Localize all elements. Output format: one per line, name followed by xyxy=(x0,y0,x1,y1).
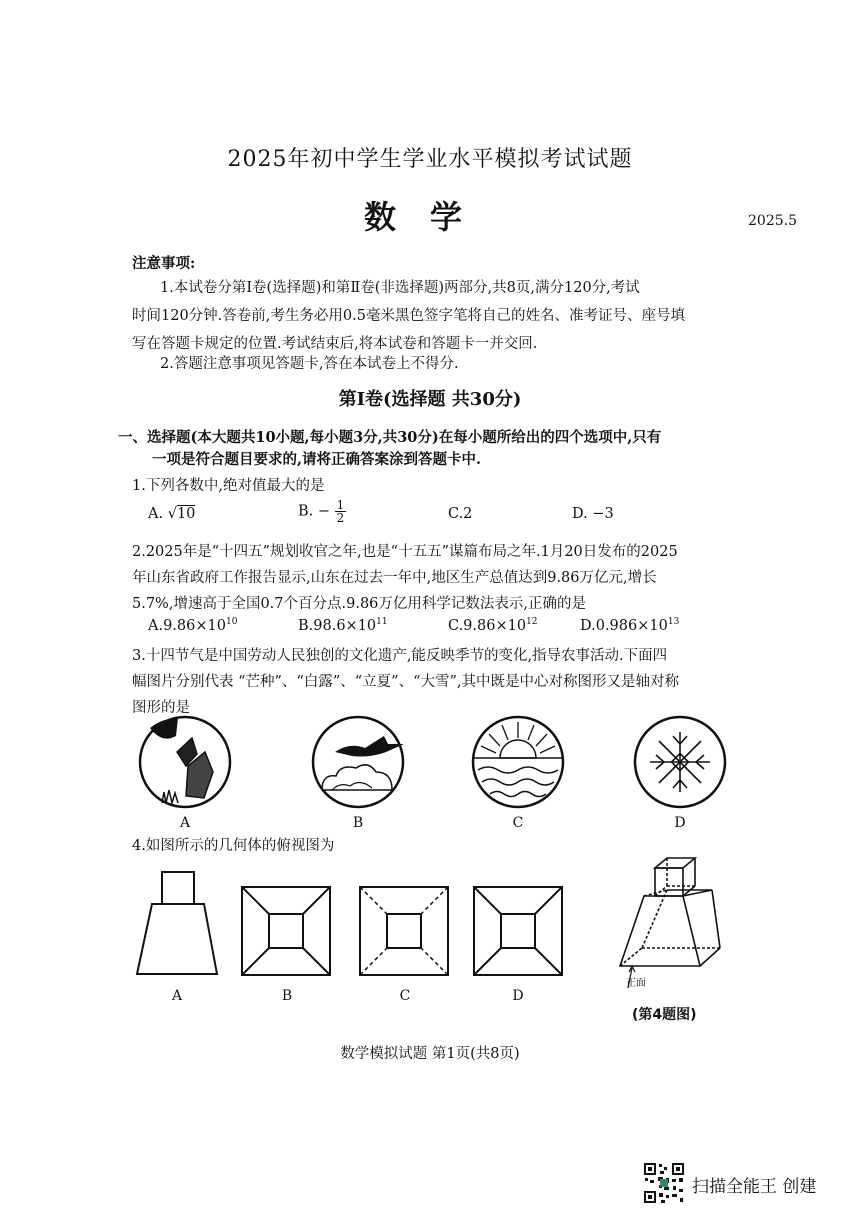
q4-option-d-view xyxy=(474,887,562,975)
q4-option-a-view xyxy=(137,872,217,974)
notice-line-3: 写在答题卡规定的位置.考试结束后,将本试卷和答题卡一并交回. xyxy=(132,336,538,352)
q1-option-a-radicand: 10 xyxy=(176,506,196,522)
q2-option-d-base: D.0.986×10 xyxy=(580,617,668,634)
notice-line-2: 时间120分钟.答卷前,考生务必用0.5毫米黑色签字笔将自己的姓名、准考证号、座号填 xyxy=(132,308,685,324)
q3-line-3: 图形的是 xyxy=(132,700,190,716)
q2-option-d-exponent: 13 xyxy=(667,617,680,627)
q2-option-b-base: B.98.6×10 xyxy=(298,617,377,634)
page-footer: 数学模拟试题 第1页(共8页) xyxy=(340,1046,520,1062)
q1-option-a-label: A. xyxy=(148,506,164,522)
part-one-line-1: 一、选择题(本大题共10小题,每小题3分,共30分)在每小题所给出的四个选项中,只有 xyxy=(118,429,662,446)
q2-option-a-exponent: 10 xyxy=(225,617,238,627)
q3-line-1: 3.十四节气是中国劳动人民独创的文化遗产,能反映季节的变化,指导农事活动.下面四 xyxy=(132,648,668,664)
q2-option-c-exponent: 12 xyxy=(526,617,538,627)
notice-heading: 注意事项: xyxy=(132,255,196,272)
q3-line-2: 幅图片分别代表 “芒种”、“白露”、“立夏”、“大雪”,其中既是中心对称图形又是轴对称 xyxy=(132,674,680,690)
q1-option-b-numerator: 1 xyxy=(336,498,345,512)
exam-date: 2025.5 xyxy=(748,213,797,229)
notice-line-4: 2.答题注意事项见答题卡,答在本试卷上不得分. xyxy=(160,356,459,372)
notice-line-1: 1.本试卷分第Ⅰ卷(选择题)和第Ⅱ卷(非选择题)两部分,共8页,满分120分,考试 xyxy=(160,280,640,296)
q4-front-label: 正面 xyxy=(626,978,646,989)
q4-caption: (第4题图) xyxy=(632,1007,697,1023)
q1-option-d: D. −3 xyxy=(572,506,614,522)
q2-line-2: 年山东省政府工作报告显示,山东在过去一年中,地区生产总值达到9.86万亿元,增长 xyxy=(132,570,657,586)
q1-stem: 1.下列各数中,绝对值最大的是 xyxy=(132,478,325,494)
q2-line-1: 2.2025年是“十四五”规划收官之年,也是“十五五”谋篇布局之年.1月20日发布的2025 xyxy=(132,544,678,560)
q4-label-b: B xyxy=(281,988,293,1004)
q4-stem: 4.如图所示的几何体的俯视图为 xyxy=(132,838,335,854)
part-one-line-2: 一项是符合题目要求的,请将正确答案涂到答题卡中. xyxy=(152,451,482,468)
q2-option-c-base: C.9.86×10 xyxy=(448,617,527,634)
logo-icon xyxy=(660,1179,668,1187)
q1-option-c: C.2 xyxy=(448,506,473,522)
q3-label-b: B xyxy=(352,815,364,831)
q3-label-d: D xyxy=(674,815,686,831)
q4-label-c: C xyxy=(399,988,411,1004)
exam-title: 2025年初中学生学业水平模拟考试试题 xyxy=(227,147,633,172)
q2-option-b-exponent: 11 xyxy=(376,617,388,627)
watermark-text: 扫描全能王 创建 xyxy=(692,1177,817,1197)
q2-line-3: 5.7%,增速高于全国0.7个百分点.9.86万亿用科学记数法表示,正确的是 xyxy=(132,596,587,612)
q4-label-d: D xyxy=(512,988,524,1004)
q3-label-c: C xyxy=(512,815,524,831)
q3-label-a: A xyxy=(179,815,191,831)
q4-option-b-view xyxy=(242,887,330,975)
q4-solid-figure xyxy=(620,858,720,988)
section-title: 第Ⅰ卷(选择题 共30分) xyxy=(338,389,522,410)
q1-option-b-denominator: 2 xyxy=(336,511,345,525)
q4-label-a: A xyxy=(171,988,183,1004)
subject-title: 数学 xyxy=(363,198,496,236)
qr-code-icon xyxy=(643,1162,685,1204)
sqrt-symbol: √ xyxy=(167,506,177,522)
q2-option-a-base: A.9.86×10 xyxy=(148,617,226,634)
q1-option-b-label: B. − xyxy=(298,503,331,520)
q4-option-c-view xyxy=(360,887,448,975)
